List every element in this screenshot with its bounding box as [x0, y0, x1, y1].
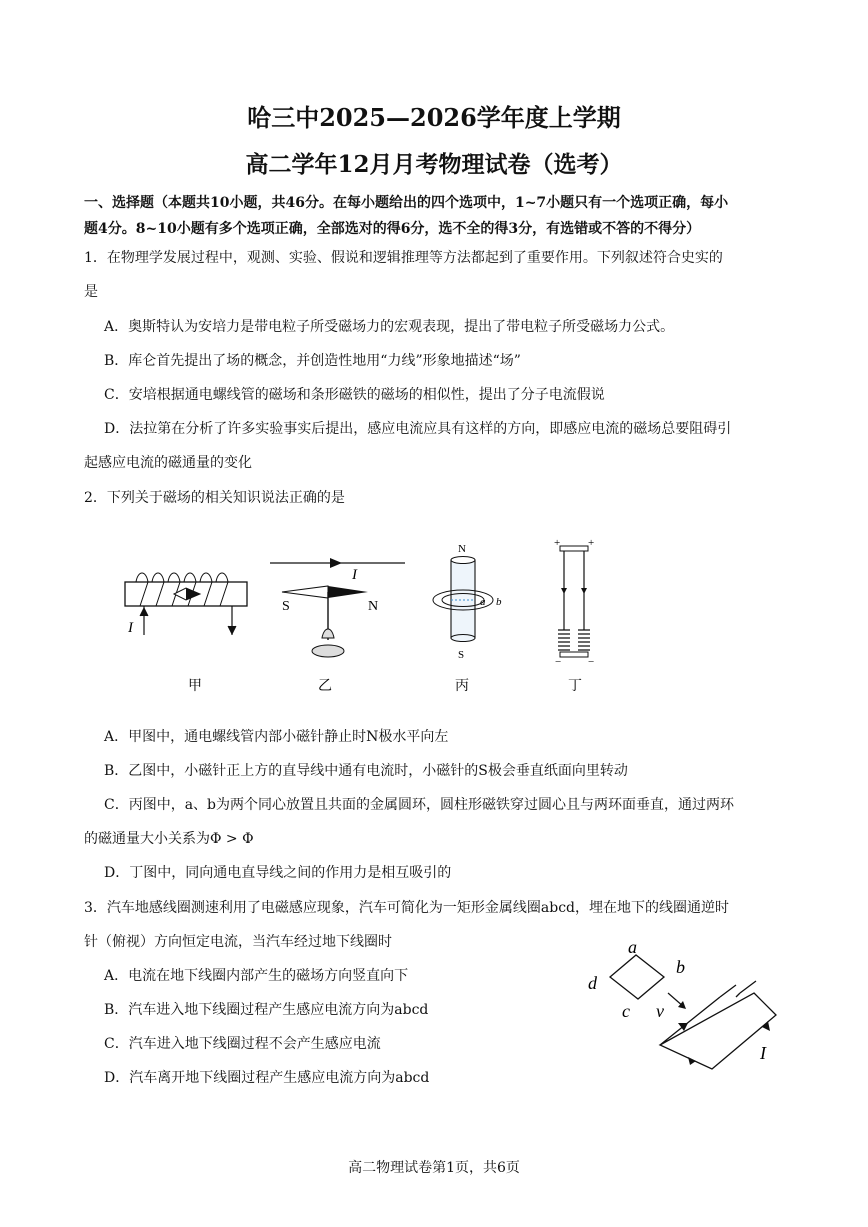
- q2-option-b: B．乙图中，小磁针正上方的直导线中通有电流时，小磁针的S极会垂直纸面向里转动: [104, 763, 628, 779]
- exam-title-line2: 高二学年12月月考物理试卷（选考）: [245, 151, 623, 178]
- q2-option-a: A．甲图中，通电螺线管内部小磁针静止时N极水平向左: [104, 729, 449, 745]
- figure-jia-solenoid: [125, 573, 247, 694]
- section-heading: [84, 190, 790, 242]
- q3-option-c: C．汽车进入地下线圈过程不会产生感应电流: [104, 1036, 381, 1052]
- q2-option-c-line1: C．丙图中，a、b为两个同心放置且共面的金属圆环，圆柱形磁铁穿过圆心且与两环面垂直，通过两环: [104, 797, 735, 813]
- q1-option-a: A．奥斯特认为安培力是带电粒子所受磁场力的宏观表现，提出了带电粒子所受磁场力公式。: [104, 319, 675, 335]
- bing-ring-a: a: [480, 596, 486, 608]
- q3-option-a: A．电流在地下线圈内部产生的磁场方向竖直向下: [104, 968, 409, 984]
- ding-plus-left: +: [554, 537, 561, 549]
- q2-figure: [100, 530, 660, 700]
- car-coil-d: d: [588, 973, 597, 993]
- velocity-label: v: [656, 1001, 664, 1021]
- page-footer: 高二物理试卷第1页，共6页: [348, 1160, 520, 1176]
- q3-figure: [580, 935, 790, 1085]
- car-coil-c: c: [622, 1001, 630, 1021]
- exam-title-line1: 哈三中2025—2026学年度上学期: [247, 103, 621, 132]
- q2-option-c-line2: 的磁通量大小关系为Φ > Φ: [84, 831, 254, 847]
- figure-ding-parallel-wires: [554, 537, 594, 694]
- ground-coil: [660, 993, 776, 1069]
- figure-yi-compass: [270, 558, 405, 694]
- q1-option-d-line2: 起感应电流的磁通量的变化: [84, 455, 252, 471]
- q3-stem-line1: 3．汽车地感线圈测速利用了电磁感应现象，汽车可简化为一矩形金属线圈abcd，埋在地下的线圈通逆时: [84, 900, 730, 916]
- q3-stem-line2: 针（俯视）方向恒定电流，当汽车经过地下线圈时: [84, 934, 392, 950]
- ground-coil-current: I: [760, 1043, 766, 1063]
- yi-current-label: I: [352, 567, 357, 583]
- bing-n-pole: N: [458, 543, 466, 555]
- section-heading-line1: 一、选择题（本题共10小题，共46分。在每小题给出的四个选项中，1~7小题只有一个选项正确，每小: [84, 195, 729, 211]
- q2-stem: 2．下列关于磁场的相关知识说法正确的是: [84, 490, 345, 506]
- car-coil: [610, 955, 664, 999]
- ding-plus-right: +: [588, 537, 595, 549]
- q1-stem-line1: 1．在物理学发展过程中，观测、实验、假说和逻辑推理等方法都起到了重要作用。下列叙述符合史实的: [84, 250, 723, 266]
- q3-option-b: B．汽车进入地下线圈过程产生感应电流方向为abcd: [104, 1002, 429, 1018]
- ding-minus-right: −: [588, 656, 595, 668]
- q2-option-d: D．丁图中，同向通电直导线之间的作用力是相互吸引的: [104, 865, 452, 881]
- jia-current-label: I: [128, 620, 133, 636]
- ding-caption: 丁: [568, 679, 582, 694]
- q1-option-d-line1: D．法拉第在分析了许多实验事实后提出，感应电流应具有这样的方向，即感应电流的磁场总要阻碍引: [104, 421, 732, 437]
- bing-s-pole: S: [458, 649, 465, 661]
- section-heading-line2: 题4分。8~10小题有多个选项正确，全部选对的得6分，选不全的得3分，有选错或不答的不得分）: [84, 221, 701, 237]
- figure-bing-magnet-rings: [433, 543, 502, 694]
- q1-option-c: C．安培根据通电螺线管的磁场和条形磁铁的磁场的相似性，提出了分子电流假说: [104, 387, 605, 403]
- yi-n-pole: N: [368, 599, 379, 614]
- car-coil-b: b: [676, 957, 685, 977]
- yi-s-pole: S: [282, 599, 290, 614]
- bing-caption: 丙: [455, 679, 469, 694]
- car-coil-a: a: [628, 937, 637, 957]
- q1-stem-line2: 是: [84, 284, 98, 300]
- q3-option-d: D．汽车离开地下线圈过程产生感应电流方向为abcd: [104, 1070, 430, 1086]
- jia-caption: 甲: [188, 679, 202, 694]
- q1-option-b: B．库仑首先提出了场的概念，并创造性地用“力线”形象地描述“场”: [104, 353, 521, 369]
- yi-caption: 乙: [318, 679, 332, 694]
- bing-ring-b: b: [496, 596, 502, 608]
- ding-minus-left: −: [555, 656, 562, 668]
